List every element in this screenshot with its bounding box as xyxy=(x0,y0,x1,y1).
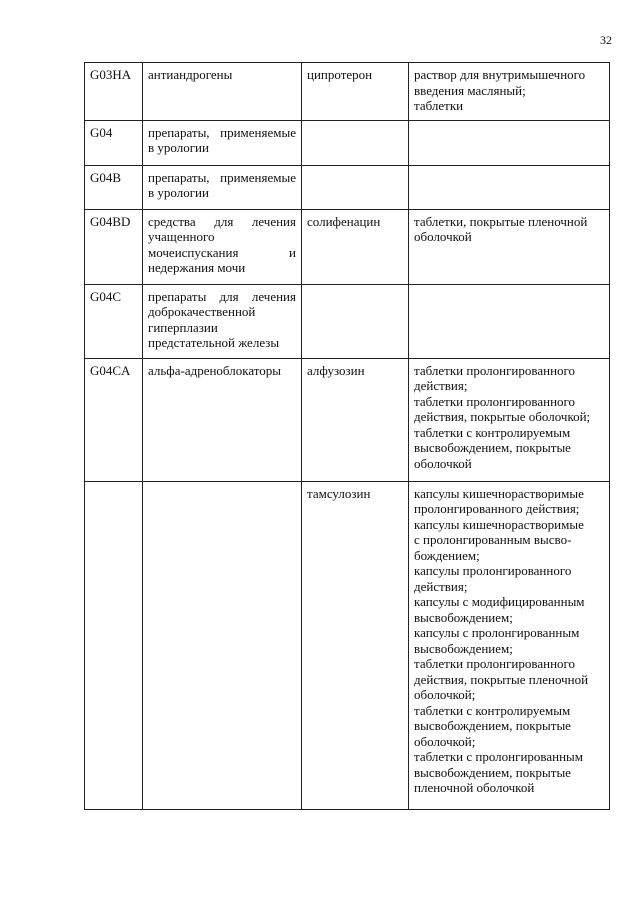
group-cell: антиандрогены xyxy=(143,63,302,121)
atc-code-cell: G03HA xyxy=(85,63,143,121)
dosage-form-cell xyxy=(409,165,610,209)
dosage-form-cell xyxy=(409,284,610,358)
table-row xyxy=(85,284,610,358)
drug-cell xyxy=(302,284,409,358)
group-cell: препараты, применяемые в урологии xyxy=(143,120,302,165)
atc-code-cell: G04 xyxy=(85,120,143,165)
page-number: 32 xyxy=(600,33,612,47)
table-row xyxy=(85,481,610,809)
drug-cell xyxy=(302,165,409,209)
atc-code-cell xyxy=(85,481,143,809)
atc-code-cell: G04B xyxy=(85,165,143,209)
group-cell: препараты, применяемые в урологии xyxy=(143,165,302,209)
group-cell: альфа-адреноблокаторы xyxy=(143,358,302,481)
atc-code-cell: G04CA xyxy=(85,358,143,481)
dosage-form-cell: раствор для внутримышечного введения масляный; таблетки xyxy=(409,63,610,121)
drug-cell: солифенацин xyxy=(302,209,409,284)
table-row xyxy=(85,63,610,121)
table-row xyxy=(85,165,610,209)
group-cell: средства для лечения учащенного мочеиспускания и недержания мочи xyxy=(143,209,302,284)
dosage-form-cell: капсулы кишечнорастворимые пролонгированного действия; капсулы кишечнорастворимые с пролонгированным высво- бождением; капсулы пролонгированного действия; капсулы с модифицированным высвобождением; капсулы с пролонгированным высвобождением; таблетки пролонгированного действия, покрытые пленочной оболочкой; таблетки с контролируемым высвобождением, покрытые оболочкой; таблетки с пролонгированным высвобождением, покрытые пленочной оболочкой xyxy=(409,481,610,809)
drug-table xyxy=(84,62,610,810)
drug-cell xyxy=(302,120,409,165)
table-row xyxy=(85,120,610,165)
atc-code-cell: G04C xyxy=(85,284,143,358)
group-cell: препараты для лечения доброкачественной гиперплазии предстательной железы xyxy=(143,284,302,358)
atc-code-cell: G04BD xyxy=(85,209,143,284)
group-cell xyxy=(143,481,302,809)
drug-cell: алфузозин xyxy=(302,358,409,481)
dosage-form-cell xyxy=(409,120,610,165)
table-row xyxy=(85,209,610,284)
table-row xyxy=(85,358,610,481)
dosage-form-cell: таблетки пролонгированного действия; таблетки пролонгированного действия, покрытые оболочкой; таблетки с контролируемым высвобождением, покрытые оболочкой xyxy=(409,358,610,481)
drug-cell: ципротерон xyxy=(302,63,409,121)
drug-cell: тамсулозин xyxy=(302,481,409,809)
dosage-form-cell: таблетки, покрытые пленочной оболочкой xyxy=(409,209,610,284)
